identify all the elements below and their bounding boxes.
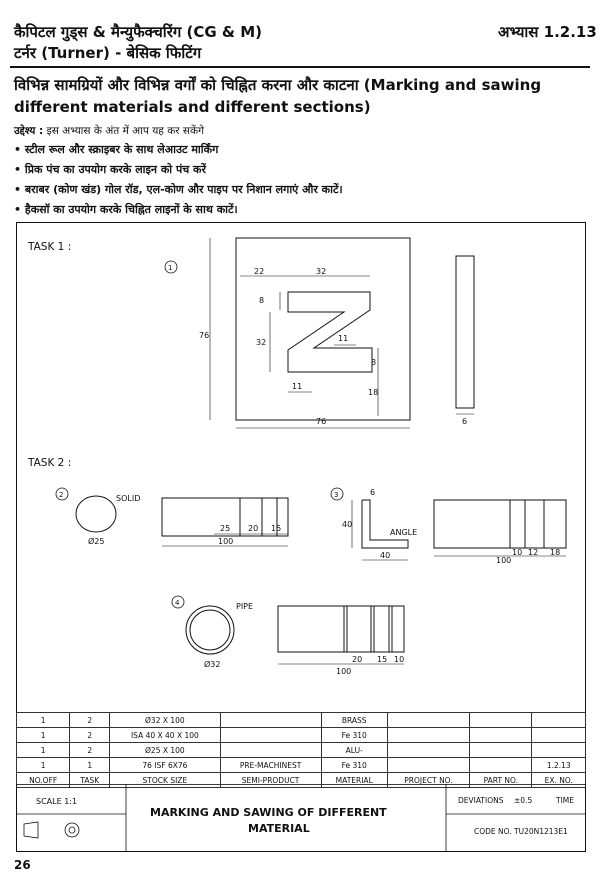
dim-label: 76 xyxy=(316,417,327,426)
dim-label: 12 xyxy=(528,548,539,557)
task1-label: TASK 1 : xyxy=(28,241,72,253)
dim-label: 100 xyxy=(496,556,512,565)
dim-label: 40 xyxy=(380,551,391,560)
dim-label: 20 xyxy=(248,524,259,533)
dim-label: 10 xyxy=(512,548,523,557)
dim-label: 8 xyxy=(371,358,377,367)
dim-label: 8 xyxy=(259,296,265,305)
dim-label: 18 xyxy=(368,388,379,397)
part-callout: 2 xyxy=(59,491,64,499)
objective-label: उद्देश्य : xyxy=(14,125,44,137)
dim-label: 18 xyxy=(550,548,561,557)
header-trade-group: कैपिटल गुड्स & मैन्युफैक्चरिंग (CG & M) xyxy=(14,23,262,41)
dim-label: 100 xyxy=(218,537,234,546)
part-label: PIPE xyxy=(236,602,254,611)
exercise-number: अभ्यास 1.2.13 xyxy=(498,23,597,41)
dim-label: 25 xyxy=(220,524,231,533)
table-row: 1 2 ISA 40 X 40 X 100 Fe 310 xyxy=(17,728,586,743)
dim-label: 6 xyxy=(370,488,376,497)
bill-of-materials xyxy=(16,712,586,788)
deviations-label: DEVIATIONS xyxy=(458,796,504,805)
drawing-title: MARKING AND SAWING OF DIFFERENT xyxy=(150,806,387,819)
page-number: 26 xyxy=(14,858,31,872)
exercise-title: विभिन्न सामग्रियों और विभिन्न वर्गों को चिह्नित करना और काटना (Marking and sawing different materials and different sections) xyxy=(14,76,542,116)
part-callout: 4 xyxy=(175,599,180,607)
objective-text: इस अभ्यास के अंत में आप यह कर सकेंगे xyxy=(46,125,204,137)
part-label: ANGLE xyxy=(390,528,418,537)
plate-side-view xyxy=(456,256,474,408)
dim-label: 20 xyxy=(352,655,363,664)
objective-bullet: • हैकसॉ का उपयोग करके चिह्नित लाइनों के साथ काटें। xyxy=(14,203,238,216)
part-callout: 3 xyxy=(334,491,339,499)
dim-label: 11 xyxy=(292,382,303,391)
objective-bullet: • प्रिक पंच का उपयोग करके लाइन को पंच करें xyxy=(14,163,206,176)
dim-label: 10 xyxy=(394,655,405,664)
dim-label: Ø25 xyxy=(88,537,105,546)
table-row: 1 2 Ø25 X 100 ALU- xyxy=(17,743,586,758)
tolerance-value: ±0.5 xyxy=(514,796,533,805)
drawing-title-2: MATERIAL xyxy=(248,822,310,835)
code-number: CODE NO. TU20N1213E1 xyxy=(474,827,568,836)
task2-label: TASK 2 : xyxy=(28,457,72,469)
part-label: SOLID xyxy=(116,494,141,503)
table-row: 1 2 Ø32 X 100 BRASS xyxy=(17,713,586,728)
z-slot xyxy=(288,292,372,372)
dim-label: 15 xyxy=(377,655,388,664)
dim-label: Ø32 xyxy=(204,660,221,669)
header-trade: टर्नर (Turner) - बेसिक फिटिंग xyxy=(14,44,202,62)
dim-label: 22 xyxy=(254,267,265,276)
table-row: 1 1 76 ISF 6X76 PRE-MACHINEST Fe 310 1.2.13 xyxy=(17,758,586,773)
time-label: TIME xyxy=(556,796,575,805)
title-block xyxy=(16,784,586,852)
scale-text: SCALE 1:1 xyxy=(36,797,78,806)
dim-label: 11 xyxy=(338,334,349,343)
dim-label: 6 xyxy=(462,417,468,426)
table-header-row: NO.OFF TASK STOCK SIZE SEMI-PRODUCT MATERIAL PROJECT NO. PART NO. EX. NO. xyxy=(17,773,586,788)
dim-label: 32 xyxy=(256,338,267,347)
projection-symbol xyxy=(24,822,38,838)
objective-bullet: • बराबर (कोण खंड) गोल रॉड, एल-कोण और पाइप पर निशान लगाएं और काटें। xyxy=(14,183,343,196)
dim-label: 40 xyxy=(342,520,353,529)
part-callout: 1 xyxy=(168,264,173,272)
dim-label: 15 xyxy=(271,524,282,533)
dim-label: 32 xyxy=(316,267,327,276)
objective-bullet: • स्टील रूल और स्क्राइबर के साथ लेआउट मार्किंग xyxy=(14,143,219,156)
dim-label: 100 xyxy=(336,667,352,676)
plate-outline xyxy=(236,238,410,420)
dim-label: 76 xyxy=(199,331,210,340)
